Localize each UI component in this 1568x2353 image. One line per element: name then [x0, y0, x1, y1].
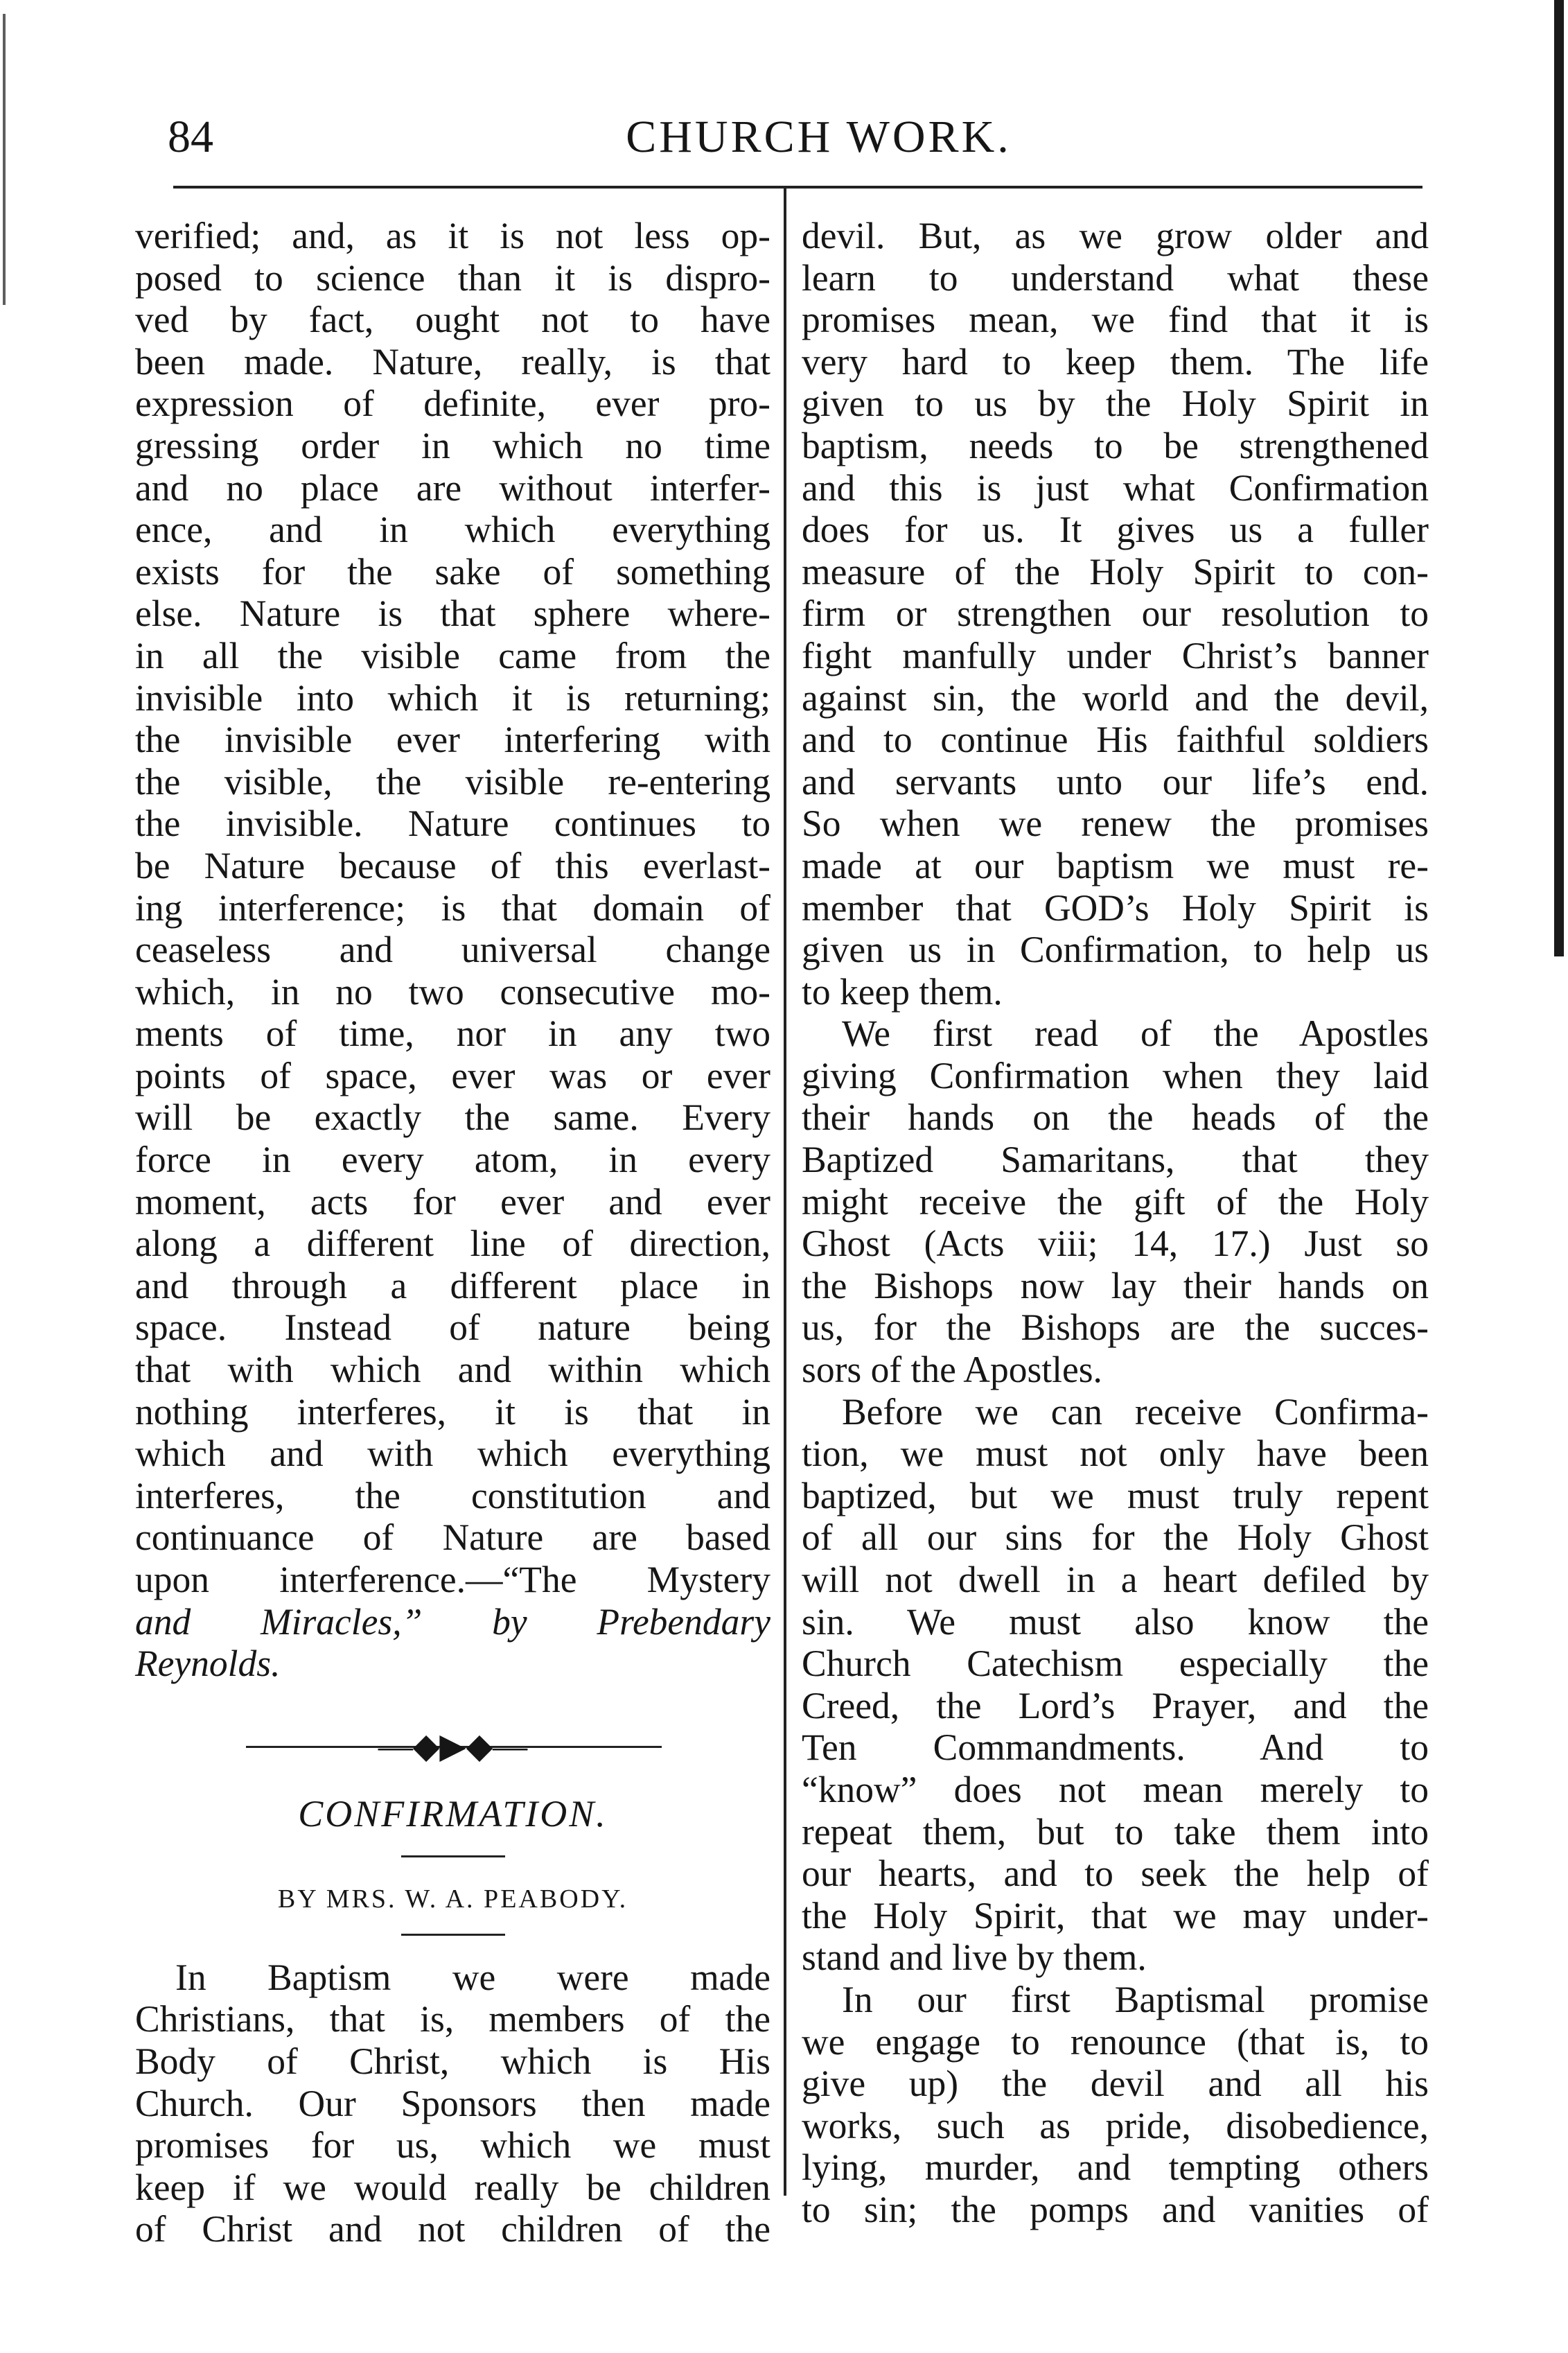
text-line: and Miracles,” by Prebendary — [135, 1600, 770, 1643]
text-line: “know” does not mean merely to — [802, 1768, 1429, 1810]
text-line: ence, and in which everything — [135, 509, 770, 551]
text-line: along a different line of direction, — [135, 1223, 770, 1265]
text-line: of Christ and not children of the — [135, 2208, 770, 2250]
text-line: Church. Our Sponsors then made — [135, 2082, 770, 2124]
byline: BY MRS. W. A. PEABODY. — [277, 1884, 628, 1914]
text-line: baptized, but we must truly repent — [802, 1474, 1429, 1516]
paragraph — [802, 1391, 1429, 1979]
text-line: to keep them. — [802, 970, 1003, 1013]
text-line: the visible, the visible re-entering — [135, 760, 770, 803]
text-line: promises mean, we find that it is — [802, 299, 1429, 341]
text-line: ments of time, nor in any two — [135, 1013, 770, 1055]
text-line: made at our baptism we must re- — [802, 844, 1429, 886]
text-line: ing interference; is that domain of — [135, 886, 770, 929]
text-line: keep if we would really be children — [135, 2166, 770, 2208]
text-line: gressing order in which no time — [135, 424, 770, 466]
text-line: lying, murder, and tempting others — [802, 2146, 1429, 2189]
text-line: Ghost (Acts viii; 14, 17.) Just so — [802, 1223, 1429, 1265]
text-line: expression of definite, ever pro- — [135, 383, 770, 425]
text-line: the invisible. Nature continues to — [135, 803, 770, 845]
text-line: space. Instead of nature being — [135, 1306, 770, 1349]
text-line: upon interference.—“The Mystery — [135, 1559, 770, 1600]
text-line: In Baptism we were made — [175, 1956, 770, 1998]
text-line: will be exactly the same. Every — [135, 1096, 770, 1139]
text-line: invisible into which it is returning; — [135, 676, 770, 719]
text-line: points of space, ever was or ever — [135, 1054, 770, 1096]
right-column — [802, 215, 1429, 2231]
text-line: force in every atom, in every — [135, 1139, 770, 1181]
text-line: their hands on the heads of the — [802, 1096, 1429, 1139]
text-line: very hard to keep them. The life — [802, 340, 1429, 383]
text-line: interferes, the constitution and — [135, 1474, 770, 1516]
text-line: been made. Nature, really, is that — [135, 340, 770, 383]
text-line: does for us. It gives us a fuller — [802, 509, 1429, 551]
text-line: continuance of Nature are based — [135, 1516, 770, 1559]
text-line: member that GOD’s Holy Spirit is — [802, 886, 1429, 929]
text-line: Creed, the Lord’s Prayer, and the — [802, 1684, 1429, 1726]
text-line: which, in no two consecutive mo- — [135, 970, 770, 1013]
text-line: nothing interferes, it is that in — [135, 1390, 770, 1433]
text-line: posed to science than it is dispro- — [135, 256, 770, 299]
text-line: Church Catechism especially the — [802, 1643, 1429, 1685]
text-line: us, for the Bishops are the succes- — [802, 1306, 1429, 1349]
text-line: be Nature because of this everlast- — [135, 844, 770, 886]
column-divider — [784, 186, 786, 2196]
text-line: We first read of the Apostles — [842, 1013, 1429, 1055]
text-line: of all our sins for the Holy Ghost — [802, 1516, 1429, 1559]
text-line: sors of the Apostles. — [802, 1349, 1102, 1391]
section-title: CONFIRMATION. — [298, 1792, 608, 1835]
text-line: devil. But, as we grow older and — [802, 215, 1429, 256]
running-title: CHURCH WORK. — [626, 112, 1012, 162]
citation — [135, 1601, 770, 1685]
left-column — [135, 215, 770, 2250]
text-line: measure of the Holy Spirit to con- — [802, 550, 1429, 593]
paragraph — [802, 215, 1429, 1013]
text-line: ved by fact, ought not to have — [135, 299, 770, 341]
text-line: and to continue His faithful soldiers — [802, 719, 1429, 761]
text-line: else. Nature is that sphere where- — [135, 593, 770, 635]
text-line: might receive the gift of the Holy — [802, 1180, 1429, 1223]
text-line: and servants unto our life’s end. — [802, 760, 1429, 803]
text-line: given to us by the Holy Spirit in — [802, 383, 1429, 425]
text-line: and through a different place in — [135, 1264, 770, 1306]
text-line: moment, acts for ever and ever — [135, 1180, 770, 1223]
text-line: that with which and within which — [135, 1349, 770, 1391]
text-line: firm or strengthen our resolution to — [802, 593, 1429, 635]
article-opening — [135, 1957, 770, 2250]
text-line: repeat them, but to take them into — [802, 1810, 1429, 1853]
text-line: which and with which everything — [135, 1433, 770, 1475]
text-line: Before we can receive Confirma- — [842, 1390, 1429, 1433]
text-line: we engage to renounce (that is, to — [802, 2020, 1429, 2063]
text-line: the Holy Spirit, that we may under- — [802, 1894, 1429, 1936]
paragraph — [802, 1979, 1429, 2231]
text-line: the Bishops now lay their hands on — [802, 1264, 1429, 1306]
text-line: sin. We must also know the — [802, 1600, 1429, 1643]
quotation-text — [135, 215, 770, 1601]
text-line: our hearts, and to seek the help of — [802, 1853, 1429, 1895]
scan-edge-right — [1554, 0, 1564, 956]
text-line: promises for us, which we must — [135, 2124, 770, 2167]
text-line: tion, we must not only have been — [802, 1433, 1429, 1475]
fleuron-icon: —◆▶◆— — [378, 1726, 528, 1765]
text-line: Body of Christ, which is His — [135, 2040, 770, 2082]
text-line: baptism, needs to be strengthened — [802, 424, 1429, 466]
text-line: Baptized Samaritans, that they — [802, 1139, 1429, 1181]
scan-edge-left — [3, 14, 6, 305]
text-line: in all the visible came from the — [135, 634, 770, 676]
text-line: Reynolds. — [135, 1643, 281, 1685]
text-line: and this is just what Confirmation — [802, 466, 1429, 509]
title-rule — [401, 1855, 505, 1857]
text-line: works, such as pride, disobedience, — [802, 2104, 1429, 2146]
text-line: giving Confirmation when they laid — [802, 1054, 1429, 1096]
text-line: stand and live by them. — [802, 1936, 1147, 1979]
text-line: to sin; the pomps and vanities of — [802, 2188, 1429, 2230]
text-line: and no place are without interfer- — [135, 466, 770, 509]
text-line: will not dwell in a heart defiled by — [802, 1559, 1429, 1600]
text-line: give up) the devil and all his — [802, 2063, 1429, 2105]
text-line: So when we renew the promises — [802, 803, 1429, 845]
text-line: the invisible ever interfering with — [135, 719, 770, 761]
paragraph — [802, 1013, 1429, 1390]
text-line: In our first Baptismal promise — [842, 1978, 1429, 2020]
header-rule — [173, 186, 1422, 189]
text-line: exists for the sake of something — [135, 550, 770, 593]
section-ornament — [135, 1710, 770, 1786]
text-line: given us in Confirmation, to help us — [802, 929, 1429, 971]
byline-rule — [401, 1934, 505, 1936]
text-line: learn to understand what these — [802, 256, 1429, 299]
text-line: against sin, the world and the devil, — [802, 676, 1429, 719]
text-line: fight manfully under Christ’s banner — [802, 634, 1429, 676]
page-number: 84 — [168, 112, 213, 162]
text-line: Christians, that is, members of the — [135, 1998, 770, 2040]
page-header — [132, 104, 1422, 173]
text-line: ceaseless and universal change — [135, 929, 770, 971]
text-line: verified; and, as it is not less op- — [135, 215, 770, 256]
text-line: Ten Commandments. And to — [802, 1726, 1429, 1769]
